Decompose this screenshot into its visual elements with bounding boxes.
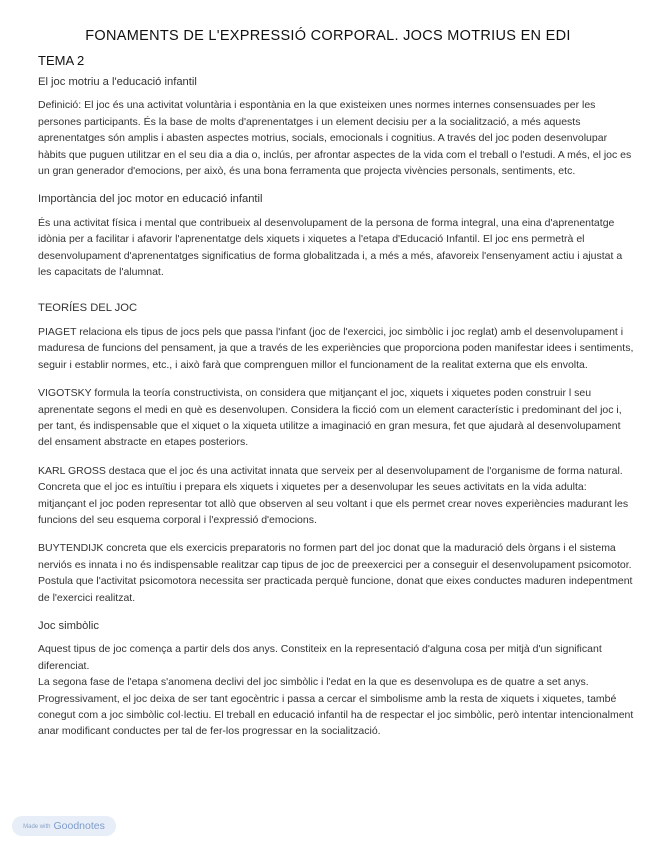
paragraph-simbolic-1: Aquest tipus de joc comença a partir dels dos anys. Constiteix en la representació d'alguna cosa per mitjà d'un significant diferenciat.	[38, 643, 602, 672]
paragraph-gross: KARL GROSS destaca que el joc és una activitat innata que serveix per al desenvolupament de l'organisme de forma natural. Concreta que el joc es intuïtiu i prepara els xiquets i xiquetes per a desenvolupar les seues activitats en la vida adulta: mitjançant el joc poden representar tot allò que observen al seu voltant i que els permet crear noves experiències madurant les funcions del seu esquema corporal i l'expressió d'emocions.	[38, 464, 629, 526]
paragraph-importancia: És una activitat física i mental que contribueix al desenvolupament de la persona de forma integral, una eina d'aprenentatge idònia per a facilitar i afavorir l'aprenentatge dels xiquets i xiquetes a l'etapa d'Educació Infantil. El joc ens permetrà el desenvolupament d'aprenentatges significatius de forma globalitzada i, a més a més, afavoreix l'ensenyament actiu i ajustat a les capacitats de l'alumnat.	[38, 216, 623, 279]
badge-prefix: Made with	[23, 824, 51, 830]
paragraph-vigotsky: VIGOTSKY formula la teoría constructivista, on considera que mitjançant el joc, xiquets i xiquetes poden construir l seu aprenentate segons el medi en què es desenvolupen. Considera la ficció com un element característic i predominant del joc i, per tant, és indispensable que el xiquet o la xiqueta utilitze a imaginació en gran mesura, fet que ajudarà al desenvolupament del ensament abstracte en etapes posteriors.	[38, 387, 622, 449]
badge-brand: Goodnotes	[53, 820, 105, 832]
document-body	[38, 74, 636, 740]
heading-teories: TEORÍES DEL JOC	[38, 302, 138, 315]
paragraph-definicio: Definició: El joc és una activitat voluntària i espontània en la que existeixen unes normes internes consensuades per les persones participants. És la base de molts d'aprenentatges i un element decisiu per a la socialització, a més aquests aprenentatges són amplis i abasten aspectes motrius, socials, emocionals i cognitius. A través del joc poden desenvolupar hàbits que puguen utilitzar en el seu dia a dia o, inclús, per afrontar aspectes de la vida com el treball o l'estudi. A més, el joc es un gran generador d'emocions, per això, és una bona ferramenta que projecta vivències personals, sentiments, etc.	[38, 99, 632, 178]
paragraph-simbolic-2: La segona fase de l'etapa s'anomena declivi del joc simbòlic i l'edat en la que es desenvolupa es de quatre a set anys. Progressivament, el joc deixa de ser tant egocèntric i passa a cercar el simbolisme amb la resta de xiquets i xiquetes, també conegut com a joc simbòlic col·lectiu. El treball en educació infantil ha de respectar el joc simbòlic, però intentar intencionalment anar modificant conductes per tal de fer-los progressar en la socialització.	[38, 676, 634, 738]
document-title: FONAMENTS DE L'EXPRESSIÓ CORPORAL. JOCS MOTRIUS EN EDI	[85, 28, 571, 44]
heading-joc-motriu: El joc motriu a l'educació infantil	[38, 76, 197, 88]
paragraph-piaget: PIAGET relaciona els tipus de jocs pels que passa l'infant (joc de l'exercici, joc simbòlic i joc reglat) amb el desenvolupament i maduresa de funcions del pensament, ja que a través de les experiències que proporciona poden manifestar idees i sentiments, seguir i establir normes, etc., i això farà que comprenguen millor el funcionament de la realitat externa que els envolta.	[38, 325, 634, 371]
paragraph-buytendijk: BUYTENDIJK concreta que els exercicis preparatoris no formen part del joc donat que la maduració dels òrgans i el sistema nerviós es innata i no és indispensable realitzar cap tipus de joc de preexercici per a conseguir el desenvolupament psicomotor. Postula que l'activitat psicomotora necessita ser practicada perquè funcione, donat que eixes conductes maduren indepentment de l'exercici realitzat.	[38, 542, 633, 604]
heading-importancia: Importància del joc motor en educació infantil	[38, 193, 263, 206]
topic-label: TEMA 2	[38, 53, 85, 68]
heading-joc-simbolic: Joc simbòlic	[38, 619, 99, 632]
goodnotes-badge	[12, 816, 116, 836]
